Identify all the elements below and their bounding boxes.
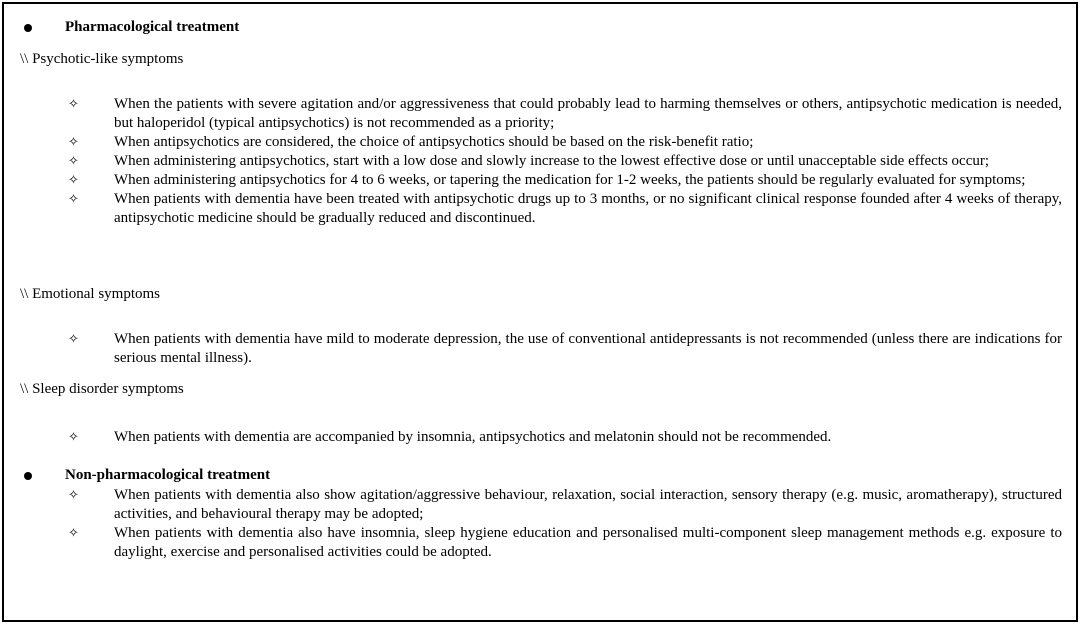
list-item-text: When administering antipsychotics for 4 to 6 weeks, or tapering the medication for 1-2 weeks, the patients should be regularly evaluated for symptoms; xyxy=(114,172,1026,188)
non-pharmacological-items-list xyxy=(68,486,1062,562)
list-item xyxy=(68,133,1062,152)
list-item xyxy=(68,152,1062,171)
star-bullet-icon: ✧ xyxy=(68,430,79,445)
list-item-text: When antipsychotics are considered, the choice of antipsychotics should be based on the risk-benefit ratio; xyxy=(114,134,754,150)
section-heading-pharmacological xyxy=(24,18,239,37)
star-bullet-icon: ✧ xyxy=(68,192,79,207)
list-item xyxy=(68,330,1062,368)
guideline-content xyxy=(4,4,1076,620)
section-heading-label: Non-pharmacological treatment xyxy=(65,467,271,483)
list-item-text: When patients with dementia are accompanied by insomnia, antipsychotics and melatonin should not be recommended. xyxy=(114,429,832,445)
emotional-items-list xyxy=(68,330,1062,368)
sleep-items-list xyxy=(68,428,1062,447)
section-heading-label: Pharmacological treatment xyxy=(65,19,240,35)
subsection-title-emotional: \\ Emotional symptoms xyxy=(20,286,161,302)
star-bullet-icon: ✧ xyxy=(68,332,79,347)
list-item xyxy=(68,95,1062,133)
psychotic-items-list xyxy=(68,95,1062,228)
star-bullet-icon: ✧ xyxy=(68,97,79,112)
list-item-text: When the patients with severe agitation and/or aggressiveness that could probably lead to harming themselves or others, antipsychotic medication is needed, but haloperidol (typical antipsychotics) is not recommended as a priority; xyxy=(114,96,1062,131)
subsection-title-sleep: \\ Sleep disorder symptoms xyxy=(20,381,184,397)
guideline-box xyxy=(2,2,1078,622)
section-heading-non-pharmacological xyxy=(24,466,270,485)
star-bullet-icon: ✧ xyxy=(68,173,79,188)
list-item-text: When patients with dementia also show agitation/aggressive behaviour, relaxation, social interaction, sensory therapy (e.g. music, aromatherapy), structured activities, and behavioural therapy may be adopted; xyxy=(114,487,1062,522)
star-bullet-icon: ✧ xyxy=(68,135,79,150)
subsection-title-psychotic: \\ Psychotic-like symptoms xyxy=(20,51,184,67)
bullet-dot-icon xyxy=(24,24,32,32)
list-item-text: When patients with dementia have mild to moderate depression, the use of conventional antidepressants is not recommended (unless there are indications for serious mental illness). xyxy=(114,331,1062,366)
list-item-text: When administering antipsychotics, start with a low dose and slowly increase to the lowest effective dose or until unacceptable side effects occur; xyxy=(114,153,990,169)
star-bullet-icon: ✧ xyxy=(68,154,79,169)
list-item xyxy=(68,171,1062,190)
list-item-text: When patients with dementia have been treated with antipsychotic drugs up to 3 months, or no significant clinical response founded after 4 weeks of therapy, antipsychotic medicine should be gradually reduced and discontinued. xyxy=(114,191,1062,226)
list-item xyxy=(68,190,1062,228)
list-item xyxy=(68,486,1062,524)
bullet-dot-icon xyxy=(24,472,32,480)
list-item xyxy=(68,428,1062,447)
star-bullet-icon: ✧ xyxy=(68,526,79,541)
star-bullet-icon: ✧ xyxy=(68,488,79,503)
list-item xyxy=(68,524,1062,562)
list-item-text: When patients with dementia also have insomnia, sleep hygiene education and personalised multi-component sleep management methods e.g. exposure to daylight, exercise and personalised activities could be adopted. xyxy=(114,525,1062,560)
